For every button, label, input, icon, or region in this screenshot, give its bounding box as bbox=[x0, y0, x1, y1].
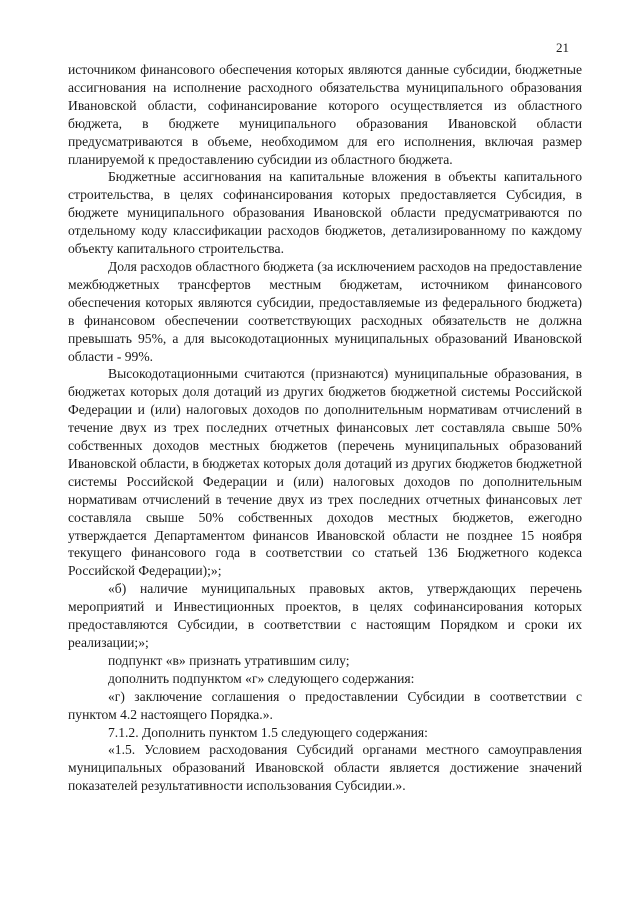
paragraph-high-subsidy-definition: Высокодотационными считаются (признаются) муниципальные образования, в бюджетах которых доля дотаций из других бюджетов бюджетной системы Российской Федерации и (или) налоговых доходов по дополнительным нормативам отчислений в течение двух из трех последних отчетных финансовых лет составляла свыше 50% собственных доходов местных бюджетов (перечень муниципальных образований Ивановской области, в бюджетах которых доля дотаций из других бюджетов бюджетной системы Российской Федерации и (или) налоговых доходов по дополнительным нормативам отчислений в течение двух из трех последних отчетных финансовых лет составляла свыше 50% собственных доходов местных бюджетов, ежегодно утверждается Департаментом финансов Ивановской области не позднее 15 ноября текущего финансового года в соответствии со статьей 136 Бюджетного кодекса Российской Федерации);»; bbox=[68, 366, 582, 579]
paragraph-subitem-b: «б) наличие муниципальных правовых актов, утверждающих перечень мероприятий и Инвестиционных проектов, в целях софинансирования которых предоставляются Субсидии, в соответствии с настоящим Порядком и сроки их реализации;»; bbox=[68, 581, 582, 650]
paragraph-subitem-g: «г) заключение соглашения о предоставлении Субсидии в соответствии с пунктом 4.2 настоящего Порядка.». bbox=[68, 688, 582, 722]
paragraph-add-subitem-g: дополнить подпунктом «г» следующего содержания: bbox=[108, 670, 415, 686]
paragraph-capital-investments: Бюджетные ассигнования на капитальные вложения в объекты капитального строительства, в целях софинансирования которых предоставляется Субсидия, в бюджете муниципального образования Ивановской области предусматриваются по отдельному коду классификации расходов бюджетов, детализированному по каждому объекту капитального строительства. bbox=[68, 169, 582, 257]
paragraph-funding-source-continuation: источником финансового обеспечения которых являются данные субсидии, бюджетные ассигнования на исполнение расходного обязательства муниципального образования Ивановской области, софинансирование которого осуществляется из областного бюджета, в бюджете муниципального образования Ивановской области предусматриваются в объеме, необходимом для его исполнения, включая размер планируемой к предоставлению субсидии из областного бюджета. bbox=[68, 62, 582, 167]
paragraph-item-1-5: «1.5. Условием расходования Субсидий органами местного самоуправления муниципальных образований Ивановской области является достижение значений показателей результативности использования Субсидии.». bbox=[68, 742, 582, 794]
paragraph-item-7-1-2: 7.1.2. Дополнить пунктом 1.5 следующего содержания: bbox=[108, 724, 428, 740]
paragraph-subitem-v-repealed: подпункт «в» признать утратившим силу; bbox=[108, 652, 350, 668]
page-number: 21 bbox=[556, 40, 569, 55]
paragraph-regional-budget-share: Доля расходов областного бюджета (за исключением расходов на предоставление межбюджетных трансфертов местным бюджетам, источником финансового обеспечения которых являются субсидии, предоставляемые из федерального бюджета) в финансовом обеспечении соответствующих расходных обязательств не должна превышать 95%, а для высокодотационных муниципальных образований Ивановской области - 99%. bbox=[68, 258, 582, 364]
document-body bbox=[68, 61, 582, 795]
